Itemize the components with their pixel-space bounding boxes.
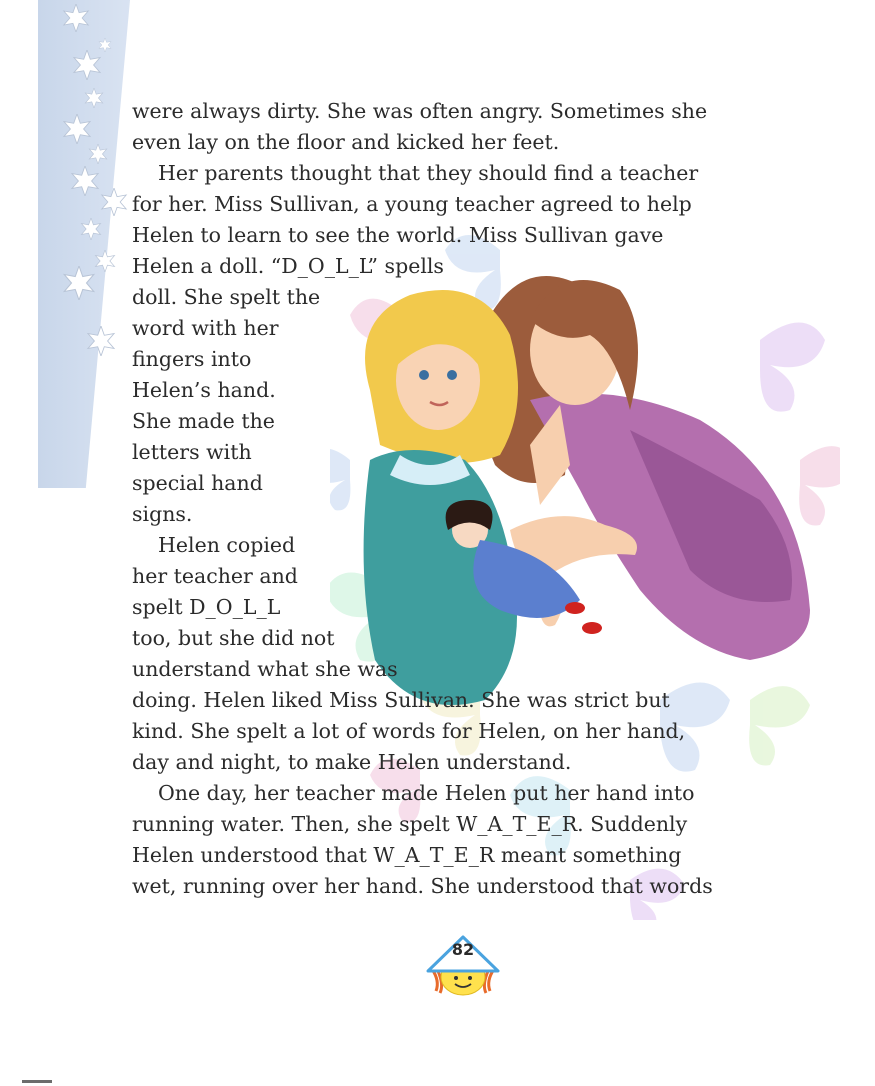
star-icon bbox=[88, 326, 114, 356]
story-line: Her parents thought that they should find a teacher bbox=[158, 161, 699, 185]
story-line: Helen a doll. “D_O_L_L” spells bbox=[132, 254, 444, 278]
story-line: special hand bbox=[132, 471, 263, 495]
page-number: 82 bbox=[451, 940, 475, 959]
story-text bbox=[132, 96, 713, 902]
story-line: were always dirty. She was often angry. Sometimes she bbox=[132, 99, 708, 123]
star-icon bbox=[64, 114, 90, 144]
star-icon bbox=[102, 188, 126, 216]
bottom-margin-mark bbox=[22, 1080, 52, 1083]
story-line: doll. She spelt the bbox=[132, 285, 321, 309]
story-line: One day, her teacher made Helen put her hand into bbox=[158, 781, 695, 805]
star-icon bbox=[72, 166, 98, 196]
star-icon bbox=[81, 218, 100, 240]
story-line: fingers into bbox=[132, 347, 252, 371]
story-line: signs. bbox=[132, 502, 193, 526]
story-line: doing. Helen liked Miss Sullivan. She was strict but bbox=[132, 688, 670, 712]
story-line: understand what she was bbox=[132, 657, 398, 681]
story-line: kind. She spelt a lot of words for Helen, on her hand, bbox=[132, 719, 686, 743]
story-line: Helen understood that W_A_T_E_R meant something bbox=[132, 843, 682, 867]
star-decoration bbox=[0, 0, 140, 360]
story-line: even lay on the floor and kicked her feet. bbox=[132, 130, 560, 154]
story-line: too, but she did not bbox=[132, 626, 335, 650]
star-icon bbox=[89, 144, 106, 164]
story-line: for her. Miss Sullivan, a young teacher agreed to help bbox=[132, 192, 692, 216]
story-line: wet, running over her hand. She understood that words bbox=[132, 874, 713, 898]
story-line: running water. Then, she spelt W_A_T_E_R. Suddenly bbox=[132, 812, 688, 836]
star-icon bbox=[99, 38, 111, 52]
story-line: She made the bbox=[132, 409, 275, 433]
story-line: Helen copied bbox=[158, 533, 296, 557]
story-line: day and night, to make Helen understand. bbox=[132, 750, 572, 774]
story-line: Helen to learn to see the world. Miss Sullivan gave bbox=[132, 223, 664, 247]
star-icon bbox=[85, 88, 102, 108]
star-icon bbox=[95, 250, 114, 272]
story-line: word with her bbox=[132, 316, 279, 340]
star-icon bbox=[64, 266, 94, 300]
star-icon bbox=[64, 4, 88, 32]
story-line: letters with bbox=[132, 440, 252, 464]
star-icon bbox=[74, 50, 100, 80]
story-line: spelt D_O_L_L bbox=[132, 595, 281, 619]
story-line: Helen’s hand. bbox=[132, 378, 276, 402]
story-line: her teacher and bbox=[132, 564, 298, 588]
